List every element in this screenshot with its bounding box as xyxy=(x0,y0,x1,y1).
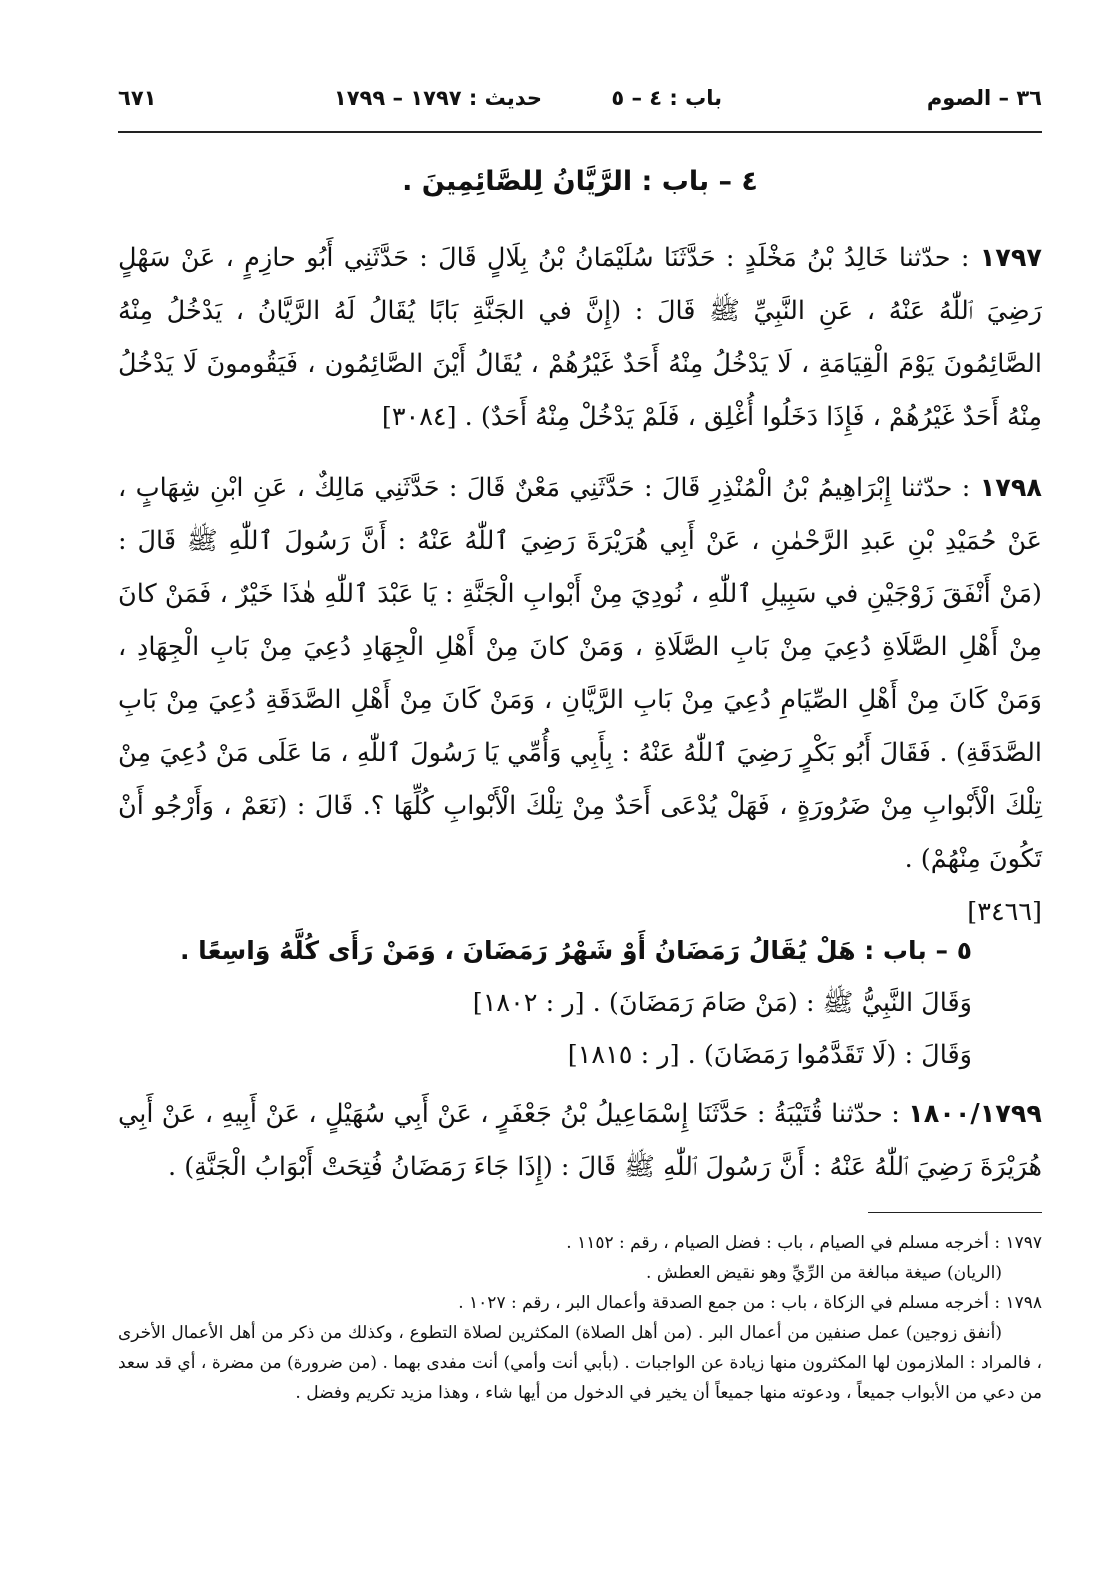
hadith-number: ١٧٩٨ xyxy=(979,473,1042,503)
chapter-5-line-1: وَقَالَ النَّبِيُّ ﷺ : (مَنْ صَامَ رَمَضَانَ) . [ر : ١٨٠٢] xyxy=(472,988,972,1018)
header-chapter-title: ٣٦ – الصوم xyxy=(926,86,1042,110)
hadith-number: ١٨٠٠/١٧٩٩ xyxy=(908,1099,1042,1129)
hadith-1797 xyxy=(118,232,1042,444)
hadith-reference: [٣٤٦٦] xyxy=(967,897,1042,927)
running-header xyxy=(118,86,1042,120)
chapter-4-heading: ٤ – باب : الرَّيَّانُ لِلصَّائِمِينَ . xyxy=(402,166,758,197)
hadith-reference: [٣٠٨٤] xyxy=(381,402,457,432)
footnote-1797-source: ١٧٩٧ : أخرجه مسلم في الصيام ، باب : فضل الصيام ، رقم : ١١٥٢ . xyxy=(566,1233,1042,1253)
footnote-1797-gloss: (الريان) صيغة مبالغة من الرِّيِّ وهو نقيض العطش . xyxy=(646,1263,1002,1283)
hadith-1799 xyxy=(118,1088,1042,1194)
hadith-number: ١٧٩٧ xyxy=(979,243,1042,273)
page-number: ٦٧١ xyxy=(118,86,157,110)
hadith-text: : حدّثنا إِبْرَاهِيمُ بْنُ الْمُنْذِرِ قَالَ : حَدَّثَنِي مَعْنٌ قَالَ : حَدَّثَنِي مَالِكٌ ، عَنِ ابْنِ شِهَابٍ ، عَنْ حُمَيْدِ بْنِ عَبدِ الرَّحْمٰنِ ، عَنْ أَبِي هُرَيْرَةَ رَضِيَ ٱللّٰهُ عَنْهُ : أَنَّ رَسُولَ ٱللّٰهِ ﷺ قَالَ : (مَنْ أَنْفَقَ زَوْجَيْنِ في سَبِيلِ ٱللّٰهِ ، نُودِيَ مِنْ أَبْوابِ الْجَنَّةِ : يَا عَبْدَ ٱللّٰهِ هٰذَا خَيْرٌ ، فَمَنْ كانَ مِنْ أَهْلِ الصَّلَاةِ دُعِيَ مِنْ بَابِ الصَّلَاةِ ، وَمَنْ كانَ مِنْ أَهْلِ الْجِهَادِ دُعِيَ مِنْ بَابِ الْجِهَادِ ، وَمَنْ كَانَ مِنْ أَهْلِ الصِّيَامِ دُعِيَ مِنْ بَابِ الرَّيَّانِ ، وَمَنْ كَانَ مِنْ أَهْلِ الصَّدَقَةِ دُعِيَ مِنْ بَابِ الصَّدَقَةِ) . فَقَالَ أَبُو بَكْرٍ رَضِيَ ٱللّٰهُ عَنْهُ : بِأَبِي وَأُمِّي يَا رَسُولَ ٱللّٰهِ ، مَا عَلَى مَنْ دُعِيَ مِنْ تِلْكَ الْأَبْوابِ مِنْ ضَرُورَةٍ ، فَهَلْ يُدْعَى أَحَدٌ مِنْ تِلْكَ الْأَبْوابِ كُلِّهَا ؟. قَالَ : (نَعَمْ ، وَأَرْجُو أَنْ تَكُونَ مِنْهُمْ) . xyxy=(118,473,1042,874)
chapter-5-heading: ٥ – باب : هَلْ يُقَالُ رَمَضَانُ أَوْ شَهْرُ رَمَضَانَ ، وَمَنْ رَأَى كُلَّهُ وَاسِعًا . xyxy=(179,936,972,965)
footnotes xyxy=(118,1228,1042,1408)
hadith-text: : حدّثنا خَالِدُ بْنُ مَخْلَدٍ : حَدَّثَنَا سُلَيْمَانُ بْنُ بِلَالٍ قَالَ : حَدَّثَنِي أَبُو حازِمٍ ، عَنْ سَهْلٍ رَضِيَ ٱللّٰهُ عَنْهُ ، عَنِ النَّبِيِّ ﷺ قَالَ : (إِنَّ في الجَنَّةِ بَابًا يُقَالُ لَهُ الرَّيَّانُ ، يَدْخُلُ مِنْهُ الصَّائِمُونَ يَوْمَ الْقِيَامَةِ ، لَا يَدْخُلُ مِنْهُ أَحَدٌ غَيْرُهُمْ ، يُقَالُ أَيْنَ الصَّائِمُون ، فَيَقُومونَ لَا يَدْخُلُ مِنْهُ أَحَدٌ غَيْرُهُمْ ، فَإِذَا دَخَلُوا أُغْلِق ، فَلَمْ يَدْخُلْ مِنْهُ أَحَدٌ) . xyxy=(118,243,1042,432)
header-hadith-range: حديث : ١٧٩٧ – ١٧٩٩ xyxy=(333,86,542,110)
hadith-text: : حدّثنا قُتَيْبَةُ : حَدَّثَنَا إِسْمَاعِيلُ بْنُ جَعْفَرٍ ، عَنْ أَبِي سُهَيْلٍ ، عَنْ أَبِيهِ ، عَنْ أَبِي هُرَيْرَةَ رَضِيَ ٱللّٰهُ عَنْهُ : أَنَّ رَسُولَ ٱللّٰهِ ﷺ قَالَ : (إِذَا جَاءَ رَمَضَانُ فُتِحَتْ أَبْوَابُ الْجَنَّةِ) . xyxy=(118,1099,1042,1182)
footnote-1798-gloss: (أنفق زوجين) عمل صنفين من أعمال البر . (من أهل الصلاة) المكثرين لصلاة التطوع ، وكذلك من ذكر من أهل الأعمال الأخرى ، فالمراد : الملازمون لها المكثرون منها زيادة عن الواجبات . (بأبي أنت وأمي) أنت مفدى بهما . (من ضرورة) من مضرة ، أي قد سعد من دعي من الأبواب جميعاً ، ودعوته منها جميعاً أن يخير في الدخول من أيها شاء ، وهذا مزيد تكريم وفضل . xyxy=(118,1323,1042,1403)
chapter-5-line-2: وَقَالَ : (لَا تَقَدَّمُوا رَمَضَانَ) . [ر : ١٨١٥] xyxy=(567,1040,972,1070)
header-bab-range: باب : ٤ – ٥ xyxy=(611,86,722,110)
footnote-1798-source: ١٧٩٨ : أخرجه مسلم في الزكاة ، باب : من جمع الصدقة وأعمال البر ، رقم : ١٠٢٧ . xyxy=(458,1293,1042,1313)
hadith-1798 xyxy=(118,462,1042,939)
header-divider xyxy=(118,131,1042,133)
footnote-divider xyxy=(868,1212,1042,1213)
